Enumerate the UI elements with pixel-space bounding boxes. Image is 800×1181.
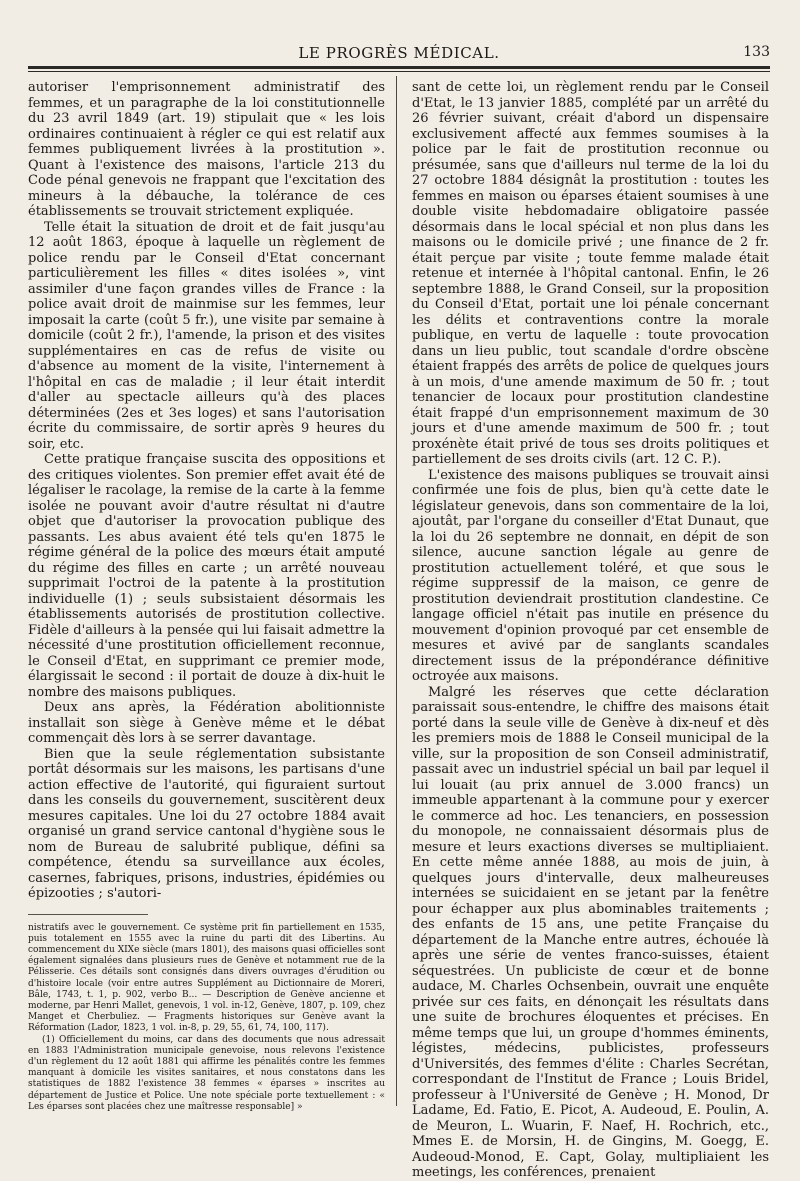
paragraph: sant de cette loi, un règlement rendu par le Conseil d'Etat, le 13 janvier 1885, complété par un arrêté du 26 février suivant, créait d'abord un dispensaire exclusivement affecté aux femmes soumises à la police par le fait de prostitution reconnue ou présumée, sans que d'ailleurs nul terme de la loi du 27 octobre 1884 désignât la prostitution : toutes les femmes en maison ou éparses étaient soumises à une double visite hebdomadaire obligatoire passée désormais dans le local spécial et non plus dans les maisons ou le domicile privé ; une finance de 2 fr. était perçue par visite ; toute femme malade était retenue et internée à l'hôpital cantonal. Enfin, le 26 septembre 1888, le Grand Conseil, sur la proposition du Conseil d'Etat, portait une loi pénale concernant les délits et contraventions contre la morale publique, en vertu de laquelle : toute provocation dans un lieu public, tout scandale d'ordre obscène étaient frappés des arrêts de police de quelques jours à un mois, d'une amende maximum de 50 fr. ; tout tenancier de locaux pour prostitution clandestine était frappé d'un emprisonnement maximum de 30 jours et d'une amende maximum de 500 fr. ; tout proxénète était privé de tous ses droits politiques et partiellement de ses droits civils (art. 12 C. P.). [412, 80, 769, 467]
paragraph: L'existence des maisons publiques se trouvait ainsi confirmée une fois de plus, bien qu'à cette date le législateur genevois, dans son commentaire de la loi, ajoutât, par l'organe du conseiller d'Etat Dunaut, que la loi du 26 septembre ne donnait, en dépit de son silence, aucune sanction légale au genre de prostitution actuellement toléré, et que sous le régime suppressif de la maison, ce genre de prostitution deviendrait prostitution clandestine. Ce langage officiel n'était pas inutile en présence du mouvement d'opinion provoqué par cet ensemble de mesures et avivé par de sanglants scandales directement issus de la prépondérance définitive octroyée aux maisons. [412, 467, 769, 684]
paragraph: Cette pratique française suscita des oppositions et des critiques violentes. Son premier effet avait été de légaliser le racolage, la remise de la carte à la femme isolée ne pouvant avoir d'autre résultat ni d'autre objet que d'autoriser la provocation publique des passants. Les abus avaient été tels qu'en 1875 le régime général de la police des mœurs était amputé du régime des filles en carte ; un arrêté nouveau supprimait l'octroi de la patente à la prostitution individuelle (1) ; seuls subsistaient désormais les établissements autorisés de prostitution collective. Fidèle d'ailleurs à la pensée qui lui faisait admettre la nécessité d'une prostitution officiellement reconnue, le Conseil d'Etat, en supprimant ce premier mode, élargissait le second : il portait de douze à dix-huit le nombre des maisons publiques. [28, 452, 385, 700]
paragraph: Telle était la situation de droit et de fait jusqu'au 12 août 1863, époque à laquelle un règlement de police rendu par le Conseil d'Etat concernant particulièrement les filles « dites isolées », vint assimiler d'une façon grandes villes de France : la police avait droit de mainmise sur les femmes, leur imposait la carte (coût 5 fr.), une visite par semaine à domicile (coût 2 fr.), l'amende, la prison et des visites supplémentaires en cas de refus de visite ou d'absence au moment de la visite, l'internement à l'hôpital en cas de maladie ; il leur était interdit d'aller au spectacle ailleurs qu'à des places déterminées (2es et 3es loges) et sans l'autorisation écrite du commissaire, de sortir après 9 heures du soir, etc. [28, 219, 385, 452]
header-rule-thick [28, 66, 770, 69]
column-divider [396, 76, 397, 1106]
footnote-separator [28, 914, 148, 915]
page-header [28, 44, 770, 64]
journal-title: LE PROGRÈS MÉDICAL. [298, 44, 500, 62]
left-column [28, 80, 385, 1113]
paragraph: Malgré les réserves que cette déclaration paraissait sous-entendre, le chiffre des maisons était porté dans la seule ville de Genève à dix-neuf et dès les premiers mois de 1888 le Conseil municipal de la ville, sur la proposition de son Conseil administratif, passait avec un industriel spécial un bail par lequel il lui louait (au prix annuel de 3.000 francs) un immeuble appartenant à la commune pour y exercer le commerce ad hoc. Les tenanciers, en possession du monopole, ne connaissaient désormais plus de mesure et leurs exactions diverses se multipliaient. En cette même année 1888, au mois de juin, à quelques jours d'intervalle, deux malheureuses internées se suicidaient en se jetant par la fenêtre pour échapper aux plus abominables traitements ; des enfants de 15 ans, une petite Française du département de la Manche entre autres, échouée là après une série de ventes franco-suisses, étaient séquestrées. Un publiciste de cœur et de bonne audace, M. Charles Ochsenbein, ouvrait une enquête privée sur ces faits, en dénonçait les résultats dans une suite de brochures éloquentes et précises. En même temps que lui, un groupe d'hommes éminents, légistes, médecins, publicistes, professeurs d'Universités, des femmes d'élite : Charles Secrétan, correspondant de l'Institut de France ; Louis Bridel, professeur à l'Université de Genève ; H. Monod, Dr Ladame, Ed. Fatio, E. Picot, A. Audeoud, E. Poulin, A. de Meuron, L. Wuarin, F. Naef, H. Rochrich, etc., Mmes E. de Morsin, H. de Gingins, M. Goegg, E. Audeoud-Monod, E. Capt, Golay, multipliaient les meetings, les conférences, prenaient [412, 684, 769, 1180]
page-number: 133 [743, 44, 770, 60]
paragraph: Bien que la seule réglementation subsistante portât désormais sur les maisons, les partisans d'une action effective de l'autorité, qui figuraient surtout dans les conseils du gouvernement, suscitèrent deux mesures capitales. Une loi du 27 octobre 1884 avait organisé un grand service cantonal d'hygiène sous le nom de Bureau de salubrité publique, défini sa compétence, étendu sa surveillance aux écoles, casernes, fabriques, prisons, industries, épidémies ou épizooties ; s'autori- [28, 746, 385, 901]
paragraph: Deux ans après, la Fédération abolitionniste installait son siège à Genève même et le débat commençait dès lors à se serrer davantage. [28, 700, 385, 746]
right-column [412, 80, 769, 1181]
footnote: (1) Officiellement du moins, car dans des documents que nous adressait en 1883 l'Administration municipale genevoise, nous relevons l'existence d'un règlement du 12 août 1881 qui affirme les pénalités contre les femmes manquant à domicile les visites sanitaires, et nous constatons dans les statistiques de 1882 l'existence 38 femmes « éparses » inscrites au département de Justice et Police. Une note spéciale porte textuellement : « Les éparses sont placées chez une maîtresse responsable] » [28, 1034, 385, 1112]
footnote: nistratifs avec le gouvernement. Ce système prit fin partiellement en 1535, puis totalement en 1555 avec la ruine du parti dit des Libertins. Au commencement du XIXe siècle (mars 1801), des maisons quasi officielles sont également signalées dans plusieurs rues de Genève et notamment rue de la Pélisserie. Ces détails sont consignés dans divers ouvrages d'érudition ou d'histoire locale (voir entre autres Supplément au Dictionnaire de Moreri, Bâle, 1743, t. 1, p. 902, verbo B... — Description de Genève ancienne et moderne, par Henri Mallet, genevois, 1 vol. in-12, Genève, 1807, p. 109, chez Manget et Cherbuliez. — Fragments historiques sur Genève avant la Réformation (Lador, 1823, 1 vol. in-8, p. 29, 55, 61, 74, 100, 117). [28, 922, 385, 1034]
header-rule-thin [28, 71, 770, 72]
paragraph: autoriser l'emprisonnement administratif des femmes, et un paragraphe de la loi constitutionnelle du 23 avril 1849 (art. 19) stipulait que « les lois ordinaires continuaient à régler ce qui est relatif aux femmes publiquement livrées à la prostitution ». Quant à l'existence des maisons, l'article 213 du Code pénal genevois ne frappant que l'excitation des mineurs à la débauche, la tolérance de ces établissements se trouvait strictement expliquée. [28, 80, 385, 219]
